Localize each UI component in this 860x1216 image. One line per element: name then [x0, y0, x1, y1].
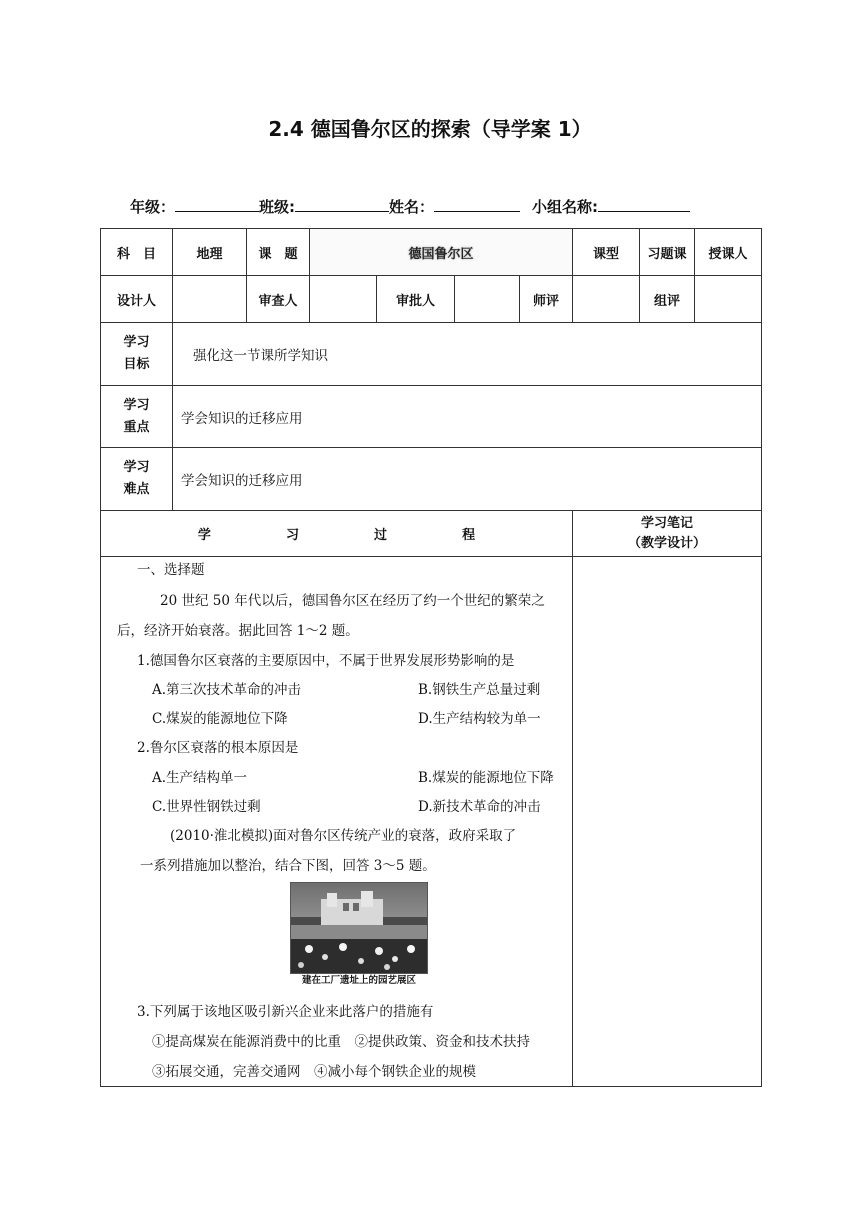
teacher-comment-value[interactable] — [573, 276, 640, 323]
class-blank[interactable] — [295, 197, 389, 212]
section-heading: 一、选择题 — [137, 562, 205, 578]
photo-illustration — [291, 883, 427, 973]
question-2-option-c: C.世界性钢铁过剩 — [152, 799, 261, 815]
objective-value — [173, 323, 762, 386]
reviewer-value[interactable] — [310, 276, 377, 323]
type-label: 课型 — [573, 229, 640, 276]
subject-value: 地理 — [173, 229, 247, 276]
objective-label-line2: 目标 — [123, 357, 150, 372]
notes-label-line1: 学习笔记 — [641, 515, 694, 531]
intro-line-2: 后，经济开始衰落。据此回答 1～2 题。 — [117, 623, 359, 639]
group-label: 小组名称: — [532, 198, 599, 216]
topic-value: 德国鲁尔区 — [408, 246, 474, 262]
key-label-line1: 学习 — [123, 397, 150, 413]
process-char-3: 过 — [374, 528, 388, 543]
type-value: 习题课 — [640, 229, 695, 276]
notes-label-line2: （教学设计） — [628, 535, 707, 551]
question-1-option-b: B.钢铁生产总量过剩 — [418, 682, 541, 698]
key-label-line2: 重点 — [123, 419, 150, 435]
reviewer-label: 审查人 — [247, 276, 310, 323]
objective-label — [101, 323, 173, 386]
process-char-4: 程 — [462, 528, 476, 543]
difficulty-label — [101, 448, 173, 511]
objective-label-line1: 学习 — [123, 335, 150, 350]
notes-body[interactable] — [573, 557, 762, 1087]
approver-value[interactable] — [455, 276, 520, 323]
question-3-options-line2: ③拓展交通，完善交通网 ④减小每个钢铁企业的规模 — [152, 1064, 476, 1080]
question-2: 2.鲁尔区衰落的根本原因是 — [137, 740, 299, 756]
notes-header — [573, 511, 762, 557]
question-1-option-c: C.煤炭的能源地位下降 — [152, 711, 288, 727]
key-label — [101, 386, 173, 448]
group-comment-value[interactable] — [695, 276, 762, 323]
grade-blank[interactable] — [175, 197, 259, 212]
photo-caption: 建在工厂遗址上的园艺展区 — [301, 975, 416, 986]
question-2-option-d: D.新技术革命的冲击 — [418, 799, 541, 815]
page-title: 2.4 德国鲁尔区的探索（导学案 1） — [268, 117, 592, 141]
question-2-option-b: B.煤炭的能源地位下降 — [418, 770, 554, 786]
difficulty-value: 学会知识的迁移应用 — [173, 448, 762, 511]
difficulty-label-line1: 学习 — [123, 460, 150, 475]
exhibition-photo — [290, 882, 428, 974]
intro2-line-1: (2010·淮北模拟)面对鲁尔区传统产业的衰落，政府采取了 — [170, 828, 517, 844]
group-comment-label: 组评 — [640, 276, 695, 323]
topic-label: 课 题 — [247, 229, 310, 276]
designer-value[interactable] — [173, 276, 247, 323]
student-info-line — [130, 196, 690, 217]
grade-label: 年级： — [130, 198, 176, 216]
teacher-comment-label: 师评 — [520, 276, 573, 323]
question-1-option-d: D.生产结构较为单一 — [418, 711, 541, 727]
intro-line-1: 20 世纪 50 年代以后，德国鲁尔区在经历了约一个世纪的繁荣之 — [160, 593, 545, 609]
process-char-2: 习 — [285, 528, 299, 543]
key-value: 学会知识的迁移应用 — [173, 386, 762, 448]
question-1: 1.德国鲁尔区衰落的主要原因中，不属于世界发展形势影响的是 — [137, 653, 515, 669]
approver-label: 审批人 — [377, 276, 455, 323]
question-3: 3.下列属于该地区吸引新兴企业来此落户的措施有 — [137, 1004, 434, 1020]
question-1-option-a: A.第三次技术革命的冲击 — [152, 682, 302, 698]
designer-label: 设计人 — [101, 276, 173, 323]
subject-label: 科 目 — [101, 229, 173, 276]
group-blank[interactable] — [598, 197, 690, 212]
difficulty-label-line2: 难点 — [123, 482, 150, 497]
question-3-options-line1: ①提高煤炭在能源消费中的比重 ②提供政策、资金和技术扶持 — [152, 1034, 530, 1050]
topic-value-cell — [310, 229, 573, 276]
question-2-option-a: A.生产结构单一 — [152, 770, 248, 786]
teacher-label: 授课人 — [695, 229, 762, 276]
class-label: 班级: — [259, 198, 296, 216]
intro2-line-2: 一系列措施加以整治，结合下图，回答 3～5 题。 — [140, 858, 436, 874]
name-blank[interactable] — [434, 197, 520, 212]
name-label: 姓名： — [389, 198, 435, 216]
objective-text: 强化这一节课所学知识 — [193, 348, 328, 364]
process-header — [101, 511, 573, 557]
process-char-1: 学 — [197, 528, 211, 543]
